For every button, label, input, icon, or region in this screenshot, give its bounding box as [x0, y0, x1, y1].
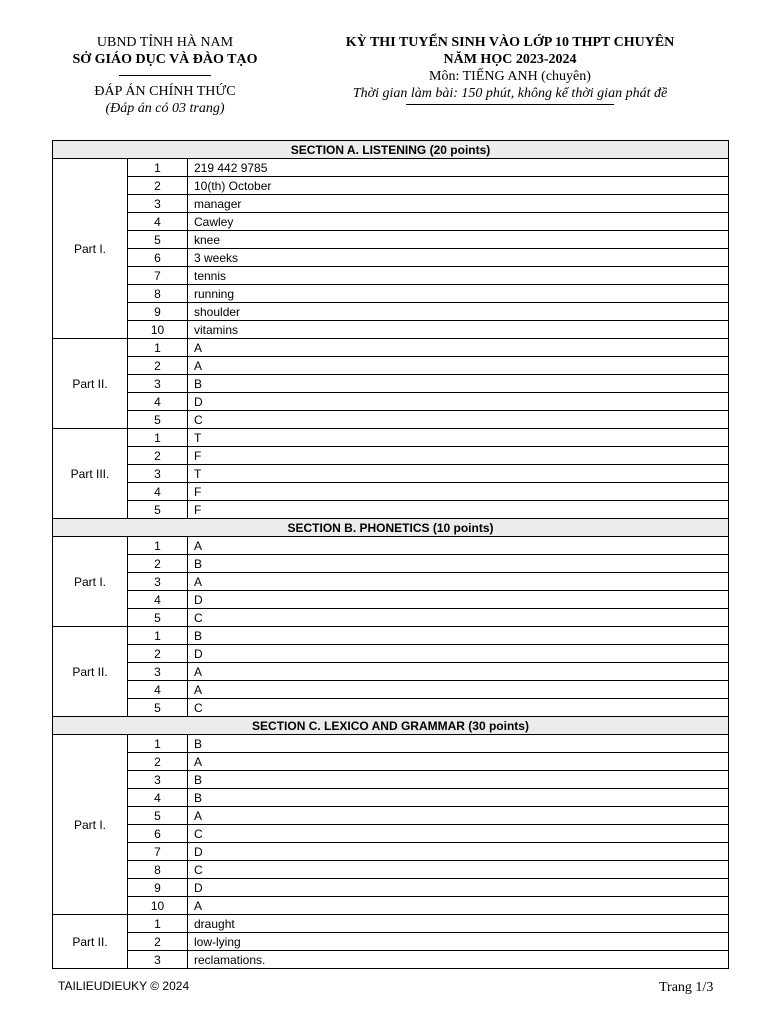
- question-number: 2: [128, 933, 188, 951]
- answer-value: A: [188, 681, 729, 699]
- answer-value: reclamations.: [188, 951, 729, 969]
- answer-row: [53, 321, 729, 339]
- answer-value: C: [188, 699, 729, 717]
- answer-value: draught: [188, 915, 729, 933]
- footer-copyright: TAILIEUDIEUKY © 2024: [58, 979, 190, 993]
- question-number: 2: [128, 177, 188, 195]
- answer-row: [53, 483, 729, 501]
- header-left-divider: [119, 75, 211, 76]
- answer-row: [53, 807, 729, 825]
- department-name: SỞ GIÁO DỤC VÀ ĐÀO TẠO: [72, 52, 258, 67]
- answer-value: T: [188, 429, 729, 447]
- answer-value: A: [188, 897, 729, 915]
- section-title: SECTION C. LEXICO AND GRAMMAR (30 points): [53, 717, 729, 735]
- question-number: 6: [128, 249, 188, 267]
- question-number: 3: [128, 375, 188, 393]
- answer-row: [53, 177, 729, 195]
- part-label: Part I.: [53, 159, 128, 339]
- answer-value: A: [188, 339, 729, 357]
- question-number: 3: [128, 573, 188, 591]
- question-number: 10: [128, 897, 188, 915]
- answer-row: [53, 681, 729, 699]
- answer-value: A: [188, 807, 729, 825]
- answer-row: [53, 825, 729, 843]
- answer-value: D: [188, 879, 729, 897]
- footer-page-number: Trang 1/3: [659, 980, 714, 995]
- question-number: 5: [128, 699, 188, 717]
- answer-table-body: [53, 141, 729, 969]
- answer-value: F: [188, 483, 729, 501]
- question-number: 5: [128, 609, 188, 627]
- answer-value: A: [188, 663, 729, 681]
- answer-row: [53, 501, 729, 519]
- answer-value: B: [188, 627, 729, 645]
- question-number: 7: [128, 843, 188, 861]
- answer-value: B: [188, 735, 729, 753]
- answer-row: [53, 159, 729, 177]
- answer-row: [53, 663, 729, 681]
- answer-row: [53, 645, 729, 663]
- answer-value: low-lying: [188, 933, 729, 951]
- answer-row: [53, 771, 729, 789]
- header-right-divider: [406, 104, 614, 105]
- answer-row: [53, 285, 729, 303]
- question-number: 4: [128, 483, 188, 501]
- answer-row: [53, 879, 729, 897]
- part-label: Part I.: [53, 537, 128, 627]
- official-answer-label: ĐÁP ÁN CHÍNH THỨC: [94, 84, 236, 99]
- section-header-row: [53, 519, 729, 537]
- answer-row: [53, 573, 729, 591]
- answer-value: 3 weeks: [188, 249, 729, 267]
- answer-row: [53, 537, 729, 555]
- answer-value: A: [188, 537, 729, 555]
- section-header-row: [53, 141, 729, 159]
- question-number: 1: [128, 339, 188, 357]
- question-number: 5: [128, 807, 188, 825]
- answer-value: knee: [188, 231, 729, 249]
- question-number: 6: [128, 825, 188, 843]
- answer-value: tennis: [188, 267, 729, 285]
- answer-value: C: [188, 609, 729, 627]
- answer-value: 219 442 9785: [188, 159, 729, 177]
- question-number: 7: [128, 267, 188, 285]
- answer-value: vitamins: [188, 321, 729, 339]
- answer-row: [53, 393, 729, 411]
- header-left: [64, 34, 266, 117]
- answer-value: B: [188, 789, 729, 807]
- answer-row: [53, 213, 729, 231]
- answer-row: [53, 933, 729, 951]
- answer-row: [53, 609, 729, 627]
- answer-value: shoulder: [188, 303, 729, 321]
- answer-row: [53, 429, 729, 447]
- answer-value: D: [188, 645, 729, 663]
- question-number: 9: [128, 303, 188, 321]
- question-number: 1: [128, 537, 188, 555]
- question-number: 4: [128, 681, 188, 699]
- page-count-note: (Đáp án có 03 trang): [105, 101, 225, 116]
- answer-value: F: [188, 447, 729, 465]
- part-label: Part II.: [53, 627, 128, 717]
- answer-value: A: [188, 573, 729, 591]
- answer-row: [53, 375, 729, 393]
- question-number: 5: [128, 501, 188, 519]
- question-number: 3: [128, 951, 188, 969]
- answer-row: [53, 699, 729, 717]
- question-number: 4: [128, 213, 188, 231]
- question-number: 1: [128, 429, 188, 447]
- answer-row: [53, 789, 729, 807]
- question-number: 1: [128, 735, 188, 753]
- question-number: 3: [128, 195, 188, 213]
- answer-row: [53, 861, 729, 879]
- answer-row: [53, 231, 729, 249]
- answer-value: C: [188, 861, 729, 879]
- answer-row: [53, 195, 729, 213]
- answer-value: Cawley: [188, 213, 729, 231]
- answer-row: [53, 555, 729, 573]
- question-number: 1: [128, 627, 188, 645]
- school-year: NĂM HỌC 2023-2024: [443, 52, 577, 67]
- answer-value: C: [188, 411, 729, 429]
- answer-value: D: [188, 591, 729, 609]
- question-number: 8: [128, 861, 188, 879]
- answer-row: [53, 411, 729, 429]
- part-label: Part II.: [53, 915, 128, 969]
- section-title: SECTION B. PHONETICS (10 points): [53, 519, 729, 537]
- question-number: 3: [128, 465, 188, 483]
- question-number: 3: [128, 663, 188, 681]
- question-number: 2: [128, 645, 188, 663]
- answer-row: [53, 249, 729, 267]
- answer-row: [53, 735, 729, 753]
- part-label: Part I.: [53, 735, 128, 915]
- answer-value: D: [188, 843, 729, 861]
- question-number: 9: [128, 879, 188, 897]
- question-number: 3: [128, 771, 188, 789]
- answer-value: A: [188, 753, 729, 771]
- question-number: 2: [128, 555, 188, 573]
- answer-row: [53, 951, 729, 969]
- answer-row: [53, 915, 729, 933]
- authority-name: UBND TỈNH HÀ NAM: [96, 35, 234, 50]
- question-number: 10: [128, 321, 188, 339]
- question-number: 2: [128, 357, 188, 375]
- subject-line: Môn: TIẾNG ANH (chuyên): [429, 69, 591, 84]
- question-number: 5: [128, 411, 188, 429]
- section-title: SECTION A. LISTENING (20 points): [53, 141, 729, 159]
- part-label: Part III.: [53, 429, 128, 519]
- time-allowed: Thời gian làm bài: 150 phút, không kể thời gian phát đề: [352, 86, 668, 101]
- answer-value: running: [188, 285, 729, 303]
- answer-value: B: [188, 555, 729, 573]
- answer-row: [53, 627, 729, 645]
- answer-value: A: [188, 357, 729, 375]
- part-label: Part II.: [53, 339, 128, 429]
- question-number: 2: [128, 753, 188, 771]
- answer-row: [53, 357, 729, 375]
- exam-title: KỲ THI TUYỂN SINH VÀO LỚP 10 THPT CHUYÊN: [345, 35, 675, 50]
- answer-row: [53, 753, 729, 771]
- question-number: 4: [128, 393, 188, 411]
- question-number: 4: [128, 789, 188, 807]
- question-number: 1: [128, 915, 188, 933]
- question-number: 8: [128, 285, 188, 303]
- answer-row: [53, 447, 729, 465]
- answer-row: [53, 339, 729, 357]
- answer-value: 10(th) October: [188, 177, 729, 195]
- answer-value: manager: [188, 195, 729, 213]
- answer-row: [53, 591, 729, 609]
- answer-row: [53, 267, 729, 285]
- header-right: [300, 34, 720, 105]
- answer-row: [53, 465, 729, 483]
- answer-value: F: [188, 501, 729, 519]
- answer-value: D: [188, 393, 729, 411]
- question-number: 5: [128, 231, 188, 249]
- answer-table: [52, 140, 729, 969]
- answer-value: B: [188, 375, 729, 393]
- answer-value: C: [188, 825, 729, 843]
- answer-row: [53, 843, 729, 861]
- question-number: 4: [128, 591, 188, 609]
- question-number: 2: [128, 447, 188, 465]
- answer-value: T: [188, 465, 729, 483]
- answer-value: B: [188, 771, 729, 789]
- answer-row: [53, 897, 729, 915]
- answer-row: [53, 303, 729, 321]
- question-number: 1: [128, 159, 188, 177]
- section-header-row: [53, 717, 729, 735]
